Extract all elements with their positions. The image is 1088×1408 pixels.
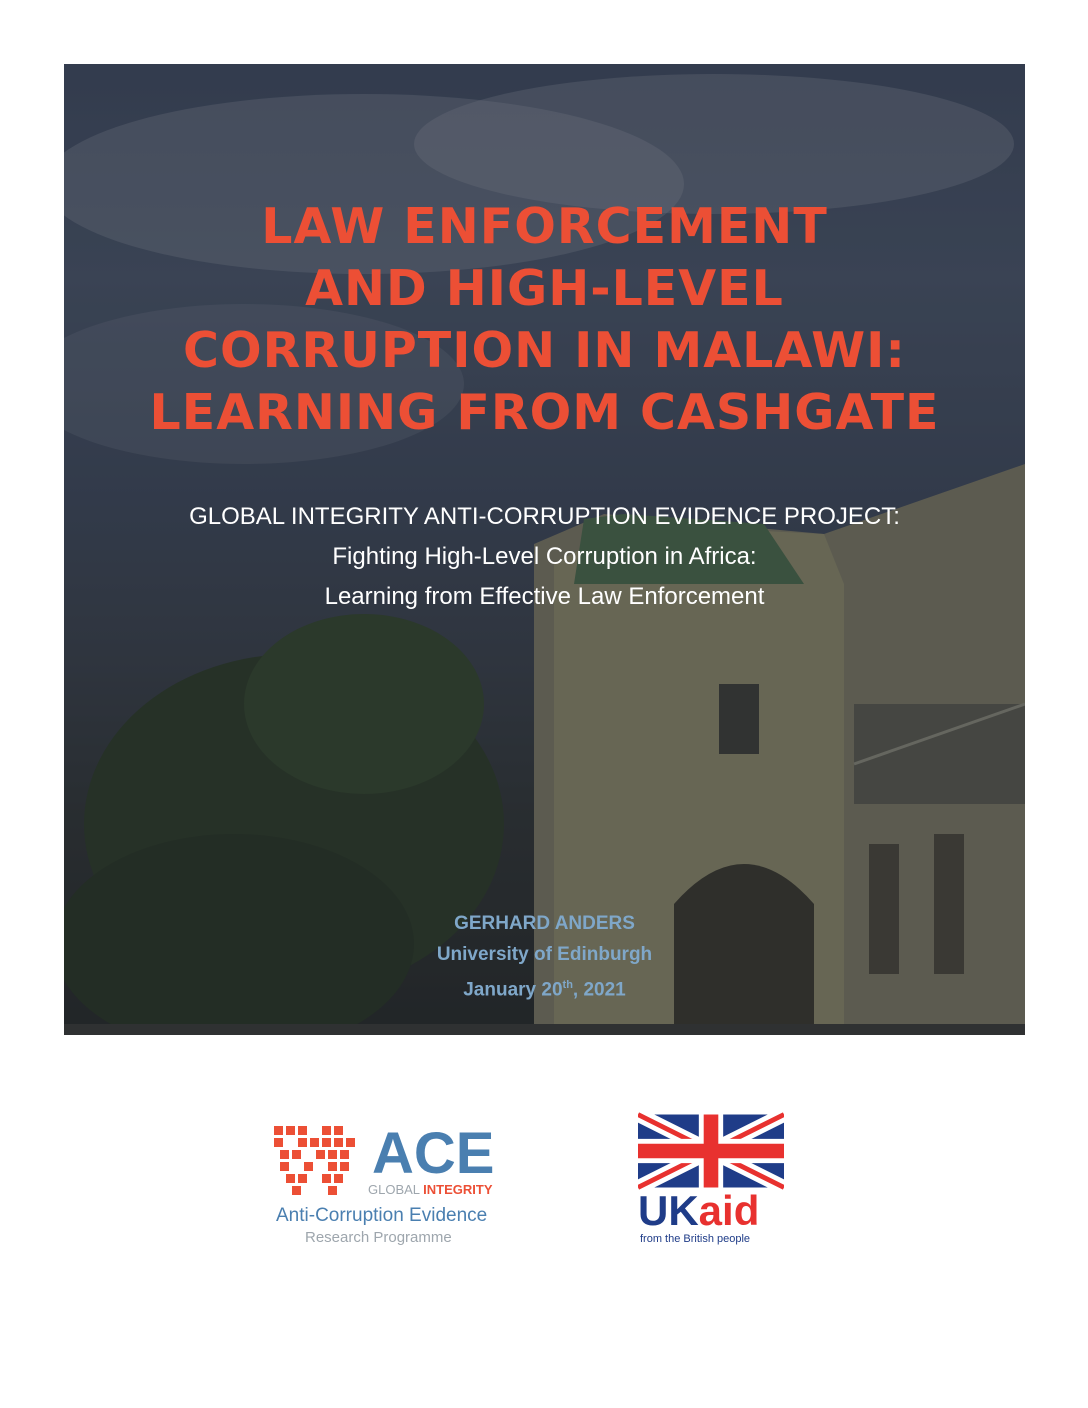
author-name: GERHARD ANDERS — [454, 913, 635, 934]
ace-tagline-2: Research Programme — [305, 1229, 452, 1246]
union-jack-flag-icon — [638, 1112, 784, 1190]
cover-subtitle — [64, 497, 1025, 617]
ace-global-integrity: GLOBAL INTEGRITY — [368, 1182, 493, 1197]
ace-logo — [272, 1121, 502, 1249]
author-block — [64, 908, 1025, 1005]
title-line: AND HIGH-LEVEL — [305, 260, 784, 317]
author-affiliation: University of Edinburgh — [436, 944, 653, 965]
cover-title — [64, 196, 1025, 444]
ace-pixel-head-icon — [272, 1124, 368, 1204]
ace-wordmark: ACE — [372, 1121, 495, 1186]
subtitle-line: GLOBAL INTEGRITY ANTI-CORRUPTION EVIDENCE PROJECT: — [189, 503, 900, 530]
ukaid-tagline: from the British people — [640, 1233, 751, 1245]
publication-date: January 20th, 2021 — [463, 979, 626, 1001]
subtitle-line: Fighting High-Level Corruption in Africa: — [332, 543, 757, 570]
working-paper-label: WORKING PAPER 8 — [423, 1238, 666, 1268]
ace-tagline-1: Anti-Corruption Evidence — [276, 1205, 488, 1226]
subtitle-line: Learning from Effective Law Enforcement — [324, 583, 765, 610]
title-line: CORRUPTION IN MALAWI: — [183, 322, 906, 379]
title-line: LAW ENFORCEMENT — [261, 198, 828, 255]
ukaid-wordmark: UKaid — [638, 1187, 760, 1234]
title-line: LEARNING FROM CASHGATE — [149, 384, 940, 441]
